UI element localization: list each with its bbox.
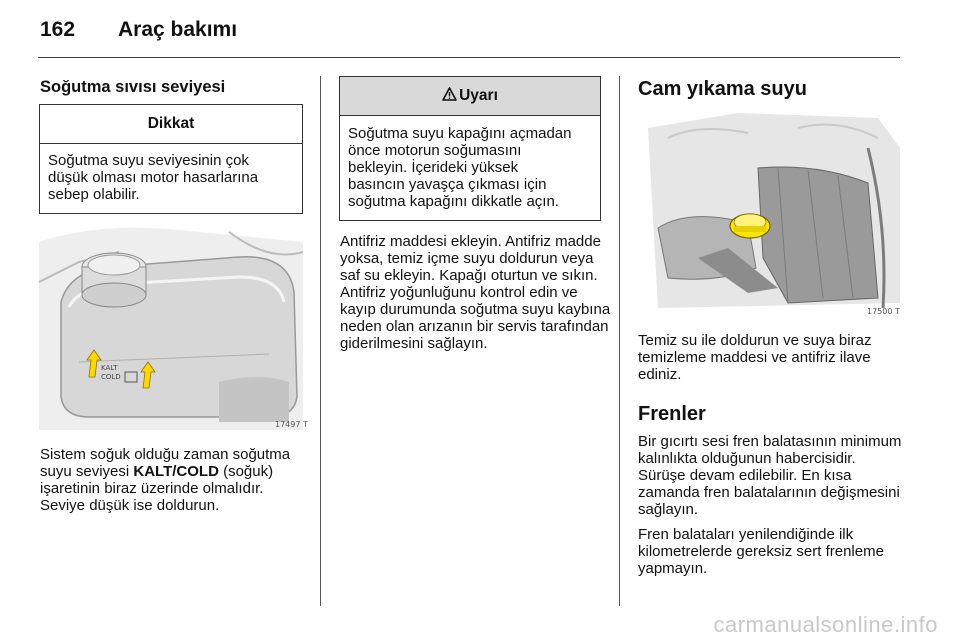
brakes-text-1: Bir gıcırtı sesi fren balatasının minimum kalınlıkta olduğunun habercisidir. Sürüşe devam edilebilir. En kısa zamanda fren balatalarının değişmesini sağlayın.	[638, 433, 902, 518]
washer-reservoir-illustration	[638, 108, 902, 318]
text-run: Sistem soğuk olduğu zaman soğutma suyu seviyesi	[40, 446, 291, 480]
caution-line: sebep olabilir.	[48, 186, 140, 203]
caution-line: düşük olması motor hasarlarına	[48, 169, 259, 186]
warning-line: Soğutma suyu kapağını açmadan	[348, 125, 572, 142]
caution-body	[40, 144, 302, 203]
warning-header	[340, 77, 600, 116]
warning-notice	[339, 76, 601, 221]
coolant-reservoir-illustration	[39, 222, 308, 430]
level-mark-kalt: KALT	[101, 364, 118, 372]
brakes-title: Frenler	[638, 403, 706, 425]
kalt-cold-label: KALT/COLD	[133, 463, 219, 480]
coolant-level-text	[40, 446, 304, 514]
coolant-level-title: Soğutma sıvısı seviyesi	[40, 78, 226, 96]
page-title: Araç bakımı	[118, 18, 238, 41]
page-number: 162	[40, 18, 76, 41]
caution-notice	[39, 104, 303, 214]
warning-body	[340, 116, 600, 210]
text-run: (soğuk) işaretinin biraz üzerinde olmalıdır. Seviye düşük ise doldurun.	[40, 463, 274, 514]
watermark: carmanualsonline.info	[713, 612, 938, 637]
caution-line: Soğutma suyu seviyesinin çok	[48, 152, 249, 169]
brakes-text-2: Fren balataları yenilendiğinde ilk kilometrelerde gereksiz sert frenleme yapmayın.	[638, 526, 884, 577]
image-code: 17497 T	[275, 420, 308, 429]
warning-line: basıncın yavaşça çıkması için	[348, 176, 547, 193]
washer-fluid-text: Temiz su ile doldurun ve suya biraz temizleme maddesi ve antifriz ilave ediniz.	[638, 332, 872, 383]
header-rule	[38, 57, 900, 58]
caution-heading: Dikkat	[40, 105, 302, 144]
warning-line: soğutma kapağını dikkatle açın.	[348, 193, 559, 210]
washer-reservoir-drawing	[638, 108, 902, 318]
warning-line: bekleyin. İçerideki yüksek	[348, 159, 519, 176]
image-code: 17500 T	[867, 307, 900, 316]
warning-heading: Uyarı	[459, 87, 498, 104]
antifreeze-text: Antifriz maddesi ekleyin. Antifriz madde yoksa, temiz içme suyu doldurun veya saf su ekleyin. Kapağı oturtun ve sıkın. Antifriz yoğunluğunu kontrol edin ve kayıp durumunda soğutma suyu kaybına neden olan arızanın bir servis tarafından giderilmesini sağlayın.	[340, 233, 611, 352]
warning-triangle-icon	[442, 87, 457, 101]
warning-line: önce motorun soğumasını	[348, 142, 522, 159]
column-divider-2	[619, 76, 620, 606]
washer-fluid-title: Cam yıkama suyu	[638, 78, 807, 100]
column-divider-1	[320, 76, 321, 606]
level-mark-cold: COLD	[101, 373, 121, 381]
coolant-reservoir-drawing	[39, 222, 308, 430]
